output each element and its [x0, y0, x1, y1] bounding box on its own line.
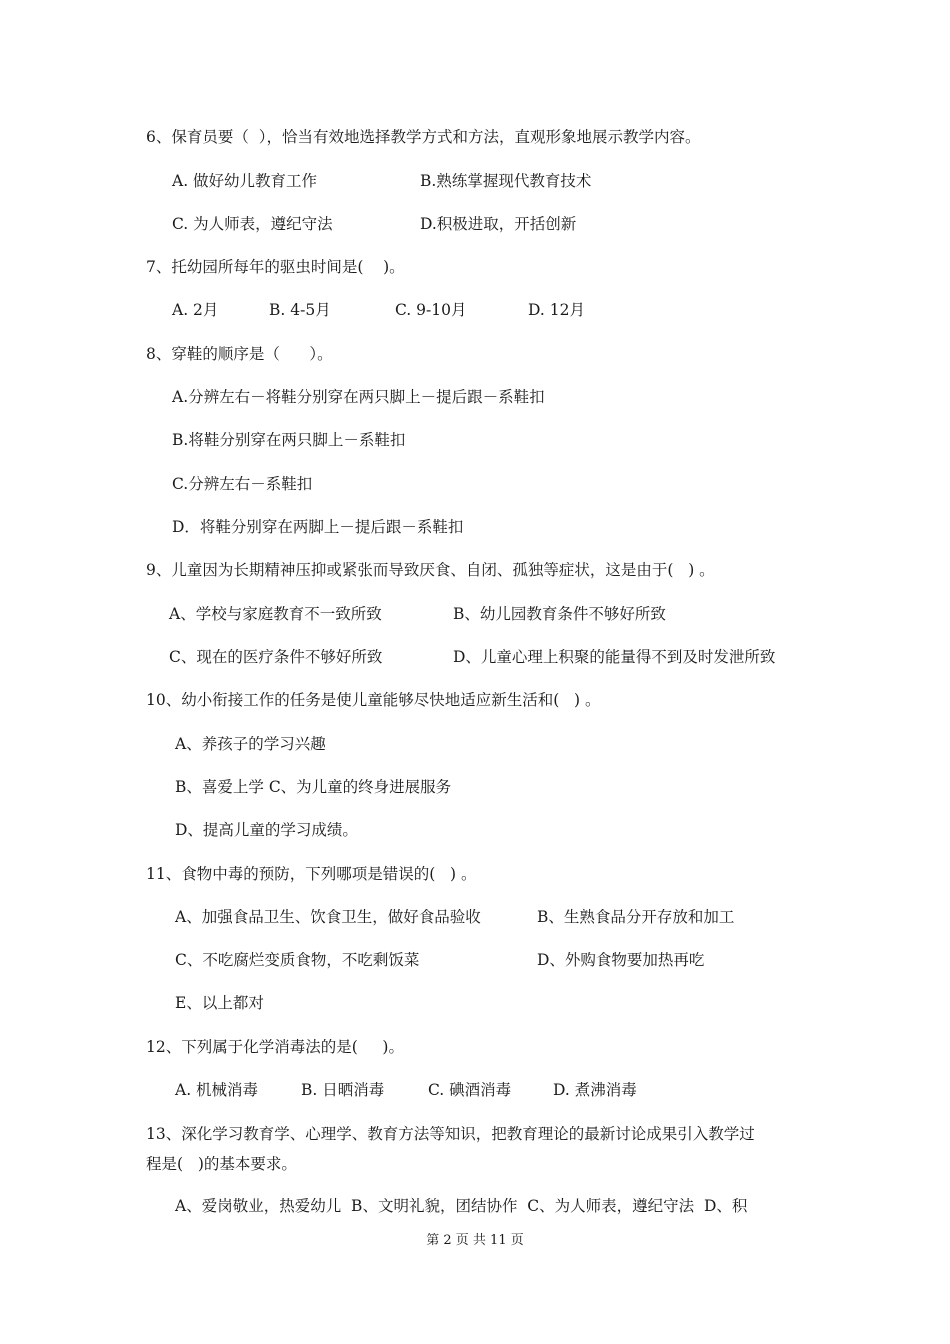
- question-9-stem: 9、儿童因为长期精神压抑或紧张而导致厌食、自闭、孤独等症状，这是由于( ) 。: [146, 561, 715, 579]
- question-9-option-c: C、现在的医疗条件不够好所致: [169, 648, 383, 666]
- question-8-option-b: B.将鞋分别穿在两只脚上－系鞋扣: [172, 431, 406, 449]
- question-9-option-b: B、幼儿园教育条件不够好所致: [453, 605, 666, 623]
- question-6-stem: 6、保育员要（ ），恰当有效地选择教学方式和方法，直观形象地展示教学内容。: [146, 128, 701, 146]
- question-10-option-b: B、喜爱上学 C、为儿童的终身进展服务: [175, 778, 452, 796]
- question-13-stem-line-1: 13、深化学习教育学、心理学、教育方法等知识，把教育理论的最新讨论成果引入教学过: [146, 1125, 755, 1143]
- question-11-stem: 11、食物中毒的预防，下列哪项是错误的( ) 。: [146, 865, 477, 883]
- question-13-options: A、爱岗敬业，热爱幼儿 B、文明礼貌，团结协作 C、为人师表，遵纪守法 D、积: [175, 1197, 748, 1215]
- question-6-option-b: B.熟练掌握现代教育技术: [420, 172, 592, 190]
- question-8-option-a: A.分辨左右－将鞋分别穿在两只脚上－提后跟－系鞋扣: [172, 388, 545, 406]
- question-11-option-a: A、加强食品卫生、饮食卫生，做好食品验收: [175, 908, 481, 926]
- question-8-stem: 8、穿鞋的顺序是（ ）。: [146, 345, 333, 363]
- question-12-option-d: D. 煮沸消毒: [553, 1081, 637, 1099]
- question-8-option-c: C.分辨左右－系鞋扣: [172, 475, 313, 493]
- question-10-option-a: A、养孩子的学习兴趣: [175, 735, 326, 753]
- question-6-option-a: A. 做好幼儿教育工作: [172, 172, 318, 190]
- question-11-option-b: B、生熟食品分开存放和加工: [537, 908, 735, 926]
- page-footer: 第 2 页 共 11 页: [426, 1233, 524, 1248]
- question-7-stem: 7、托幼园所每年的驱虫时间是( )。: [146, 258, 405, 276]
- question-12-option-b: B. 日晒消毒: [301, 1081, 385, 1099]
- question-11-option-d: D、外购食物要加热再吃: [537, 951, 705, 969]
- question-11-option-c: C、不吃腐烂变质食物，不吃剩饭菜: [175, 951, 420, 969]
- question-12-option-c: C. 碘酒消毒: [428, 1081, 512, 1099]
- question-6-option-d: D.积极进取，开括创新: [420, 215, 577, 233]
- question-7-option-b: B. 4-5月: [269, 301, 331, 319]
- question-8-option-d: D．将鞋分别穿在两脚上－提后跟－系鞋扣: [172, 518, 464, 536]
- question-7-option-c: C. 9-10月: [395, 301, 467, 319]
- question-11-option-e: E、以上都对: [175, 994, 264, 1012]
- question-13-stem-line-2: 程是( )的基本要求。: [146, 1155, 297, 1173]
- question-12-option-a: A. 机械消毒: [175, 1081, 259, 1099]
- question-10-stem: 10、幼小衔接工作的任务是使儿童能够尽快地适应新生活和( ) 。: [146, 691, 601, 709]
- question-7-option-a: A. 2月: [172, 301, 219, 319]
- question-10-option-d: D、提高儿童的学习成绩。: [175, 821, 358, 839]
- question-7-option-d: D. 12月: [528, 301, 585, 319]
- question-9-option-a: A、学校与家庭教育不一致所致: [169, 605, 382, 623]
- question-12-stem: 12、下列属于化学消毒法的是( )。: [146, 1038, 404, 1056]
- question-6-option-c: C. 为人师表，遵纪守法: [172, 215, 333, 233]
- question-9-option-d: D、儿童心理上积聚的能量得不到及时发泄所致: [453, 648, 776, 666]
